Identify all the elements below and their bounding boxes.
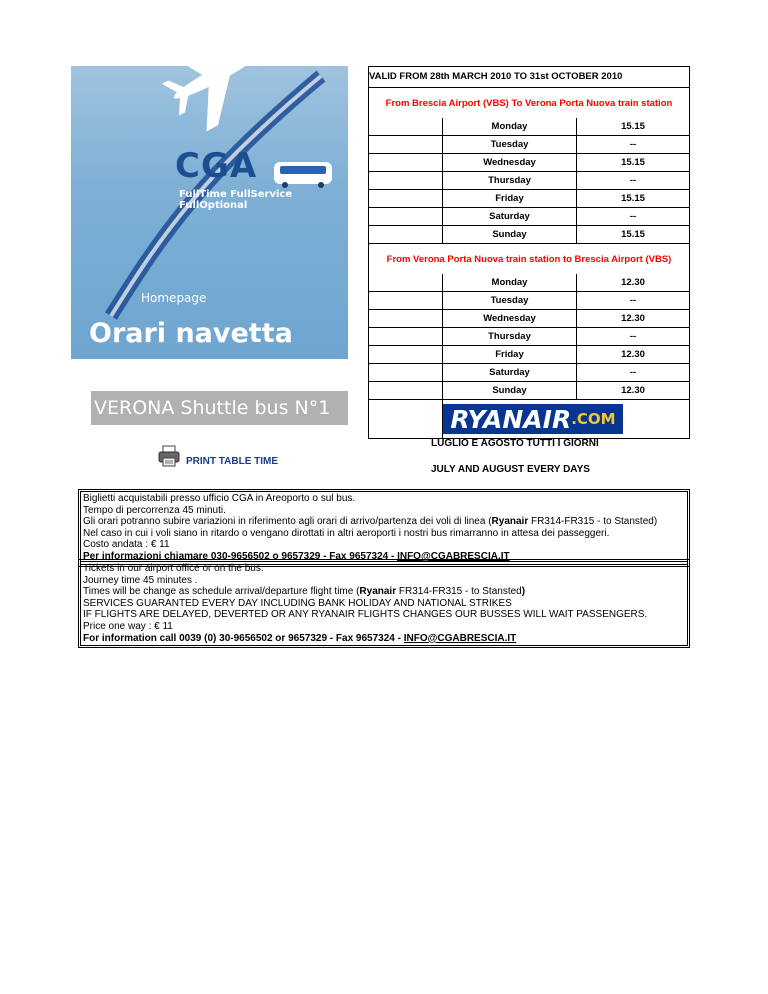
english-info-box bbox=[78, 559, 690, 648]
schedule-row bbox=[369, 171, 689, 189]
day-cell: Tuesday bbox=[443, 136, 577, 153]
time-cell: -- bbox=[629, 139, 637, 150]
day-cell: Saturday bbox=[443, 364, 577, 381]
ryanair-logo[interactable]: RYANAIR .COM bbox=[443, 404, 623, 434]
printer-icon bbox=[158, 445, 180, 467]
time-cell: -- bbox=[629, 331, 637, 342]
time-cell: -- bbox=[629, 295, 637, 306]
orari-navetta-title: Orari navetta bbox=[89, 318, 293, 349]
info-line: Biglietti acquistabili presso ufficio CGA in Areoporto o sul bus. bbox=[83, 493, 356, 504]
day-cell: Thursday bbox=[443, 172, 577, 189]
day-cell: Tuesday bbox=[443, 292, 577, 309]
schedule-row bbox=[369, 291, 689, 309]
time-cell: -- bbox=[629, 367, 637, 378]
time-cell: 12.30 bbox=[621, 385, 645, 396]
schedule-row bbox=[369, 327, 689, 345]
info-line: SERVICES GUARANTED EVERY DAY INCLUDING BANK HOLIDAY AND NATIONAL STRIKES bbox=[83, 597, 512, 609]
schedule-row bbox=[369, 309, 689, 327]
email-link[interactable]: INFO@CGABRESCIA.IT bbox=[397, 550, 510, 562]
time-cell: 15.15 bbox=[621, 193, 645, 204]
info-line: Times will be change as schedule arrival/departure flight time (Ryanair FR314-FR315 - to Stansted) bbox=[83, 586, 526, 598]
info-line: IF FLIGHTS ARE DELAYED, DEVERTED OR ANY RYANAIR FLIGHTS CHANGES OUR BUSSES WILL WAIT PASSENGERS. bbox=[83, 609, 648, 621]
schedule-row bbox=[369, 207, 689, 225]
italian-info-box bbox=[78, 489, 690, 567]
time-cell: 15.15 bbox=[621, 229, 645, 240]
bus-icon bbox=[274, 162, 332, 188]
validity-header: VALID FROM 28th MARCH 2010 TO 31st OCTOBER 2010 bbox=[369, 71, 623, 82]
schedule-row bbox=[369, 153, 689, 171]
info-line: Nel caso in cui i voli siano in ritardo o vengano dirottati in altri aeroporti i nostri bus rimarranno in attesa dei passeggeri. bbox=[83, 527, 610, 539]
day-cell: Saturday bbox=[443, 208, 577, 225]
info-line: Costo andata : € 11 bbox=[83, 539, 170, 551]
time-cell: -- bbox=[629, 175, 637, 186]
direction-1-header: From Brescia Airport (VBS) To Verona Porta Nuova train station bbox=[385, 97, 673, 109]
shuttle-title: VERONA Shuttle bus N°1 bbox=[91, 391, 348, 425]
time-cell: 12.30 bbox=[621, 277, 645, 288]
day-cell: Wednesday bbox=[443, 154, 577, 171]
email-link[interactable]: INFO@CGABRESCIA.IT bbox=[403, 632, 517, 644]
cga-logo: CGA bbox=[175, 146, 258, 186]
banner-tagline: FullTime FullService FullOptional bbox=[179, 189, 293, 211]
time-cell: 15.15 bbox=[621, 157, 645, 168]
summer-note-it: LUGLIO E AGOSTO TUTTI I GIORNI bbox=[431, 438, 599, 449]
summer-note-en: JULY AND AUGUST EVERY DAYS bbox=[431, 464, 590, 475]
cga-banner[interactable] bbox=[71, 66, 348, 359]
day-cell: Sunday bbox=[443, 226, 577, 243]
day-cell: Friday bbox=[443, 346, 577, 363]
info-line: Price one way : € 11 bbox=[83, 620, 173, 632]
schedule-row bbox=[369, 135, 689, 153]
print-label[interactable]: PRINT TABLE TIME bbox=[186, 456, 279, 467]
info-line: Tickets in our airport office or on the bus. bbox=[83, 563, 264, 574]
info-line: Gli orari potranno subire variazioni in riferimento agli orari di arrivo/partenza dei voli di linea (Ryanair FR314-FR315 - to Stansted) bbox=[83, 516, 658, 528]
schedule-row bbox=[369, 118, 689, 135]
homepage-label: Homepage bbox=[141, 291, 207, 305]
info-line: Tempo di percorrenza 45 minuti. bbox=[83, 504, 226, 516]
day-cell: Thursday bbox=[443, 328, 577, 345]
time-cell: 15.15 bbox=[621, 121, 645, 132]
contact-line: Per informazioni chiamare 030-9656502 o 9657329 - Fax 9657324 - INFO@CGABRESCIA.IT bbox=[83, 550, 510, 562]
day-cell: Monday bbox=[443, 274, 577, 291]
time-cell: 12.30 bbox=[621, 313, 645, 324]
schedule-row bbox=[369, 381, 689, 399]
contact-line: For information call 0039 (0) 30-9656502 or 9657329 - Fax 9657324 - INFO@CGABRESCIA.IT bbox=[83, 632, 517, 644]
timetable bbox=[368, 66, 690, 439]
schedule-row bbox=[369, 225, 689, 243]
schedule-row bbox=[369, 363, 689, 381]
time-cell: 12.30 bbox=[621, 349, 645, 360]
day-cell: Monday bbox=[443, 118, 577, 135]
day-cell: Wednesday bbox=[443, 310, 577, 327]
schedule-row bbox=[369, 345, 689, 363]
day-cell: Sunday bbox=[443, 382, 577, 399]
direction-2-header: From Verona Porta Nuova train station to Brescia Airport (VBS) bbox=[386, 253, 672, 265]
airplane-icon bbox=[71, 66, 348, 359]
time-cell: -- bbox=[629, 211, 637, 222]
schedule-row bbox=[369, 274, 689, 291]
schedule-row bbox=[369, 189, 689, 207]
day-cell: Friday bbox=[443, 190, 577, 207]
info-line: Journey time 45 minutes . bbox=[83, 574, 198, 586]
print-table-link[interactable] bbox=[158, 445, 278, 467]
